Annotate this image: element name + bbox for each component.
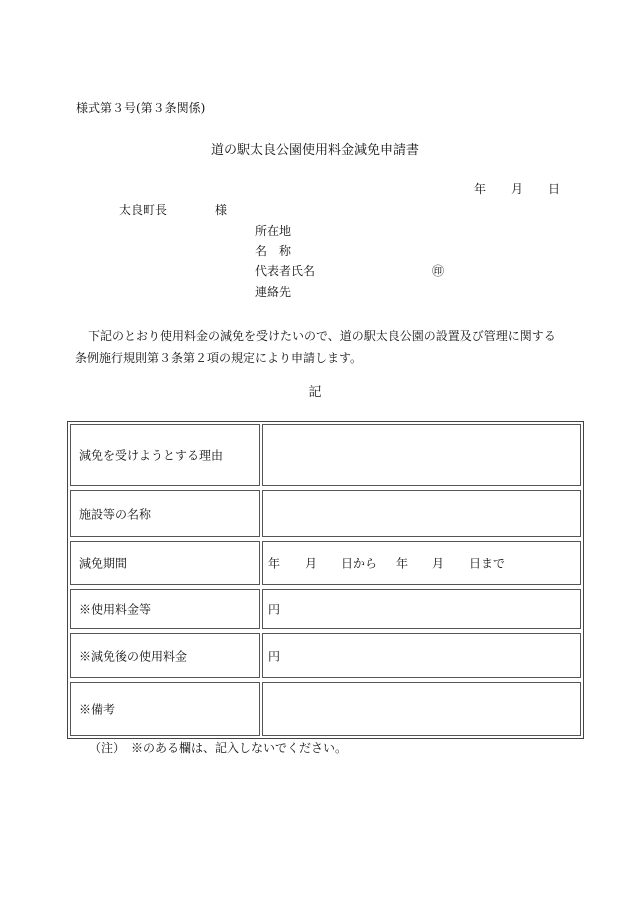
usage-fee-field[interactable] bbox=[262, 589, 581, 629]
row-label: 施設等の名称 bbox=[79, 507, 152, 521]
table-row bbox=[68, 631, 583, 680]
applicant-representative-label: 代表者氏名 bbox=[255, 264, 316, 278]
row-label: ※減免後の使用料金 bbox=[79, 649, 188, 663]
label-cell bbox=[70, 424, 260, 486]
row-label: 減免を受けようとする理由 bbox=[79, 448, 224, 463]
addressee-honorific: 様 bbox=[215, 203, 228, 217]
applicant-address-label: 所在地 bbox=[255, 224, 292, 238]
exemption-period-field[interactable] bbox=[262, 541, 581, 585]
row-label: ※備考 bbox=[79, 702, 116, 717]
table-row bbox=[68, 539, 583, 587]
statement-line-1: 下記のとおり使用料金の減免を受けたいので、道の駅太良公園の設置及び管理に関する bbox=[88, 329, 556, 343]
reduced-fee-field[interactable] bbox=[262, 633, 581, 678]
reason-field[interactable] bbox=[262, 424, 581, 486]
table-row bbox=[68, 488, 583, 539]
period-month-from: 月 bbox=[305, 556, 318, 571]
row-value: 円 bbox=[268, 649, 281, 663]
applicant-contact-label: 連絡先 bbox=[255, 285, 292, 299]
ki-heading: 記 bbox=[308, 385, 322, 400]
label-cell bbox=[70, 633, 260, 678]
date-month: 月 bbox=[511, 182, 524, 196]
label-cell bbox=[70, 541, 260, 585]
facility-name-field[interactable] bbox=[262, 490, 581, 537]
label-cell bbox=[70, 682, 260, 736]
label-cell bbox=[70, 490, 260, 537]
table-row bbox=[68, 680, 583, 738]
seal-mark: ㊞ bbox=[432, 264, 445, 278]
footnote: （注） ※のある欄は、記入しないでください。 bbox=[89, 741, 348, 755]
date-day: 日 bbox=[548, 182, 561, 196]
row-label: ※使用料金等 bbox=[79, 602, 152, 617]
period-day-to: 日まで bbox=[469, 556, 506, 571]
period-month-to: 月 bbox=[432, 556, 445, 571]
period-day-from: 日から bbox=[341, 556, 378, 571]
table-row bbox=[68, 422, 583, 488]
label-cell bbox=[70, 589, 260, 629]
remarks-field[interactable] bbox=[262, 682, 581, 736]
statement-line-2: 条例施行規則第３条第２項の規定により申請します。 bbox=[75, 351, 363, 365]
period-year-from: 年 bbox=[268, 556, 281, 571]
row-value: 円 bbox=[268, 602, 281, 617]
date-line bbox=[474, 183, 560, 195]
row-label: 減免期間 bbox=[79, 556, 128, 571]
period-text bbox=[268, 555, 505, 572]
applicant-name-label: 名 称 bbox=[255, 244, 292, 258]
addressee-name: 太良町長 bbox=[119, 203, 168, 217]
addressee bbox=[119, 204, 227, 216]
form-number: 様式第３号(第３条関係) bbox=[76, 101, 206, 115]
period-year-to: 年 bbox=[396, 556, 409, 571]
application-statement bbox=[75, 325, 568, 369]
table-row bbox=[68, 587, 583, 631]
document-title: 道の駅太良公園使用料金減免申請書 bbox=[210, 143, 419, 158]
date-year: 年 bbox=[474, 182, 487, 196]
application-table bbox=[67, 421, 584, 739]
